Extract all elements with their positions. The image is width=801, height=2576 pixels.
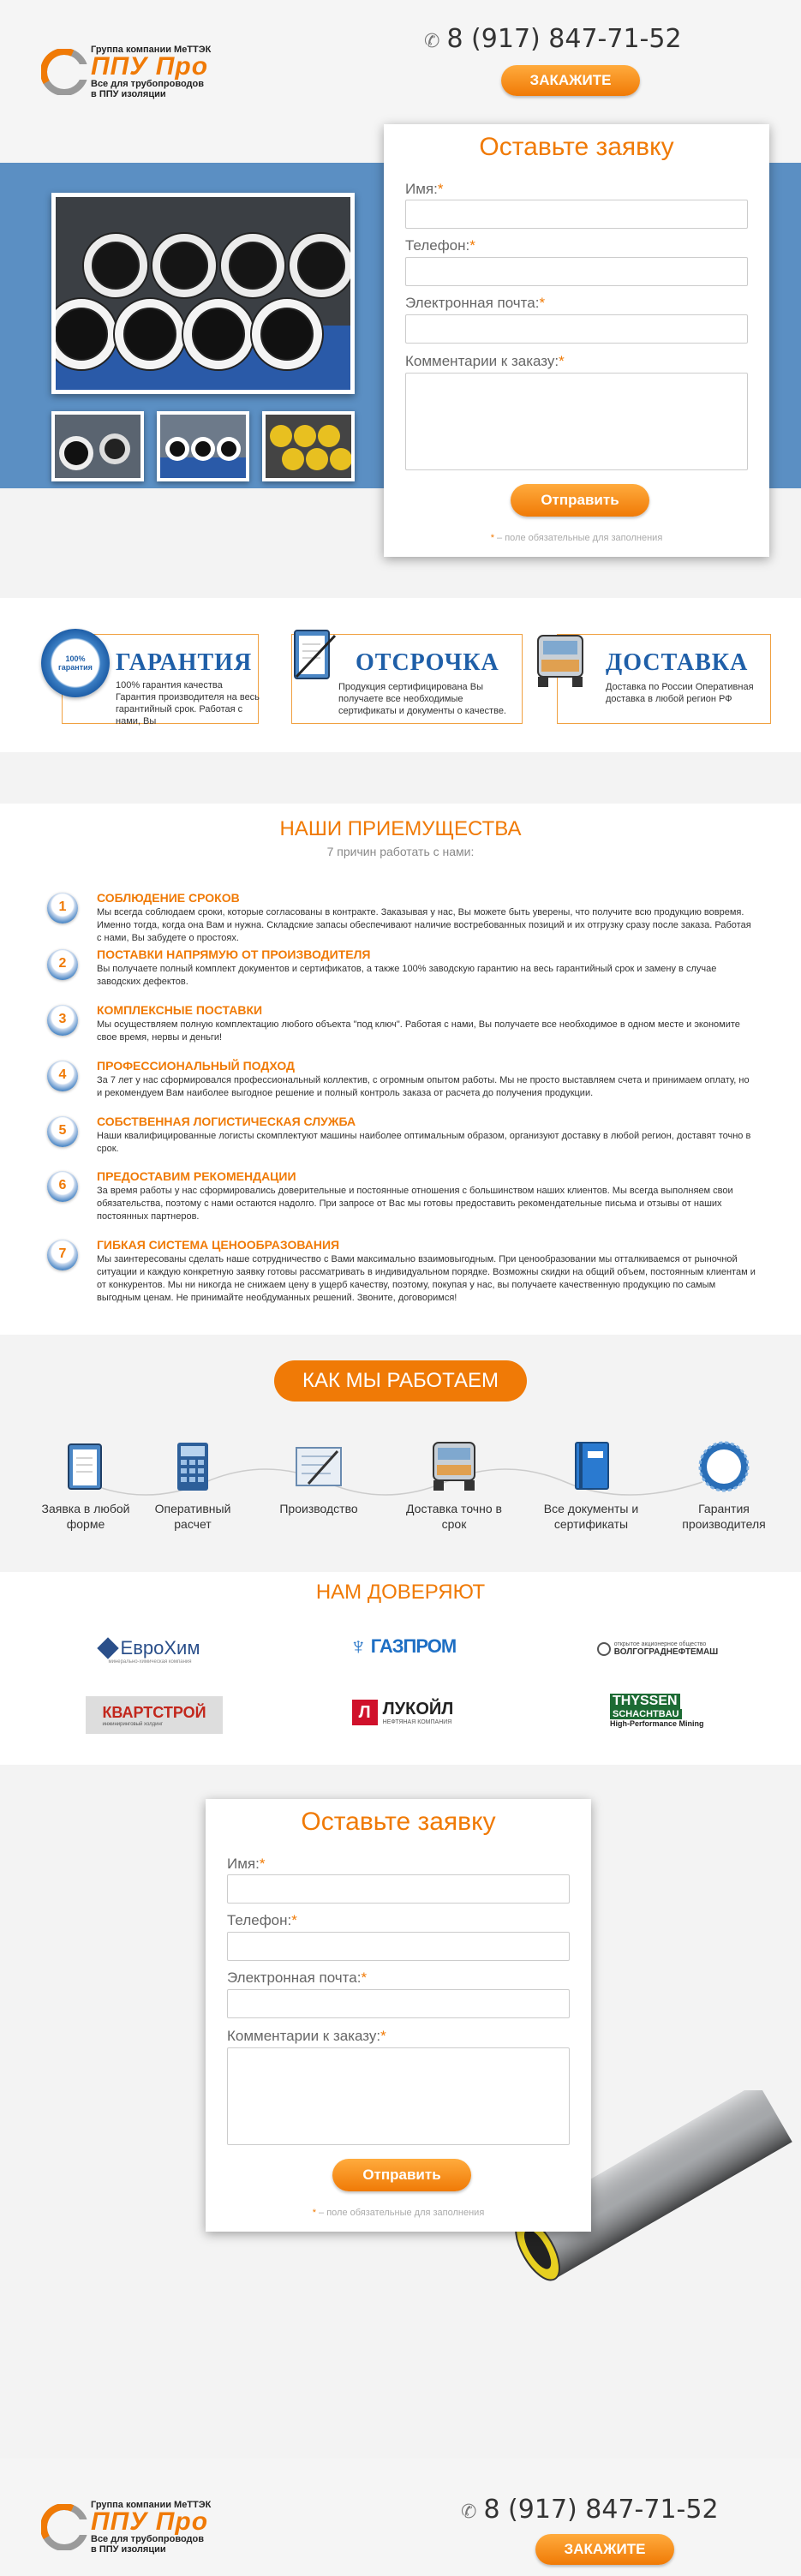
partner-sub: НЕФТЯНАЯ КОМПАНИЯ bbox=[382, 1719, 452, 1725]
form-top-comment-label: Комментарии к заказу:* bbox=[405, 353, 565, 369]
hero-thumb-3[interactable] bbox=[262, 411, 355, 481]
order-form-top bbox=[384, 124, 769, 557]
trust-title: НАМ ДОВЕРЯЮТ bbox=[315, 1581, 486, 1604]
partner-thyssen-logo[interactable] bbox=[610, 1692, 704, 1730]
form-top-note: * – поле обязательные для заполнения bbox=[490, 533, 663, 543]
phone-icon: ✆ bbox=[424, 31, 440, 52]
step-calculation bbox=[141, 1439, 244, 1532]
logo-mark-icon bbox=[41, 2504, 87, 2550]
logo-sub2: в ППУ изоляции bbox=[91, 2544, 166, 2555]
form-top-email-input[interactable] bbox=[405, 314, 748, 344]
clipboard-icon bbox=[58, 1439, 113, 1494]
form-top-submit-button[interactable]: Отправить bbox=[511, 484, 649, 517]
header-phone[interactable] bbox=[424, 24, 682, 54]
form-bottom-comment-textarea[interactable] bbox=[227, 2047, 570, 2145]
feature-delivery bbox=[557, 634, 771, 724]
advantage-text: За 7 лет у нас сформировался профессиональный коллектив, с огромным опытом работы. Мы не просто выставляем счета и принимаем оплату, но и рекомендуем Вам наиболее выгодное решение и полный контроль заказа от расчета до получения продукции. bbox=[97, 1075, 750, 1098]
form-top-name-label: Имя:* bbox=[405, 181, 444, 197]
advantage-title: ПРЕДОСТАВИМ РЕКОМЕНДАЦИИ bbox=[97, 1169, 296, 1183]
header-phone-number: 8 (917) 847-71-52 bbox=[446, 24, 682, 54]
logo-brand: ППУ Про bbox=[91, 2507, 209, 2536]
step-label: Все документы и сертификаты bbox=[543, 1502, 639, 1531]
partner-sub: инжиниринговый холдинг bbox=[102, 1721, 164, 1727]
hero-thumb-2[interactable] bbox=[157, 411, 249, 481]
footer-logo[interactable] bbox=[41, 2500, 211, 2555]
advantages-title: НАШИ ПРИЕМУЩЕСТВА bbox=[279, 817, 522, 840]
feature-delivery-title: ДОСТАВКА bbox=[606, 649, 749, 676]
logo-sub1: Все для трубопроводов bbox=[91, 79, 205, 89]
form-bottom-phone-label: Телефон:* bbox=[227, 1912, 297, 1928]
logo-brand: ППУ Про bbox=[91, 52, 209, 81]
advantage-number-badge: 2 bbox=[47, 949, 78, 980]
logo[interactable] bbox=[41, 45, 211, 99]
partner-name: ЕвроХим bbox=[120, 1637, 200, 1659]
truck-icon bbox=[533, 632, 588, 692]
form-bottom-title: Оставьте заявку bbox=[301, 1808, 496, 1836]
advantage-text: Мы всегда соблюдаем сроки, которые согласованы в контракте. Заказывая у нас, Вы можете быть уверены, что получите всю продукцию вовремя. Именно тогда, когда она Вам и нужна. Складские запасы обеспечивают наличие востребованных позиций и их отгрузку сразу после заказа. Работая с нами, Вы забудете о простоях. bbox=[97, 907, 751, 943]
feature-delivery-text: Доставка по России Оперативная доставка в любой регион РФ bbox=[606, 682, 754, 704]
step-label: Производство bbox=[279, 1502, 358, 1515]
lukoil-icon: Л bbox=[352, 1700, 378, 1725]
partner-sub: минерально-химическая компания bbox=[108, 1659, 192, 1665]
hero-thumb-1[interactable] bbox=[51, 411, 144, 481]
partner-gazprom-logo[interactable] bbox=[343, 1628, 463, 1665]
step-documents bbox=[540, 1439, 643, 1532]
volgograd-icon bbox=[597, 1642, 611, 1656]
partner-sub: открытое акционерное общество bbox=[613, 1641, 707, 1647]
advantage-number-badge: 7 bbox=[47, 1240, 78, 1270]
footer-order-button[interactable]: ЗАКАЖИТЕ bbox=[535, 2534, 674, 2565]
form-bottom-phone-input[interactable] bbox=[227, 1932, 570, 1961]
guarantee-badge-text: 100% гарантия bbox=[58, 654, 93, 672]
form-top-email-label: Электронная почта:* bbox=[405, 295, 546, 311]
form-top-comment-textarea[interactable] bbox=[405, 373, 748, 470]
form-bottom-comment-label: Комментарии к заказу:* bbox=[227, 2028, 386, 2044]
header-order-button[interactable]: ЗАКАЖИТЕ bbox=[501, 65, 640, 96]
feature-deferral-title: ОТСРОЧКА bbox=[356, 649, 499, 676]
form-bottom-submit-button[interactable]: Отправить bbox=[332, 2159, 471, 2191]
step-request bbox=[34, 1439, 137, 1532]
step-label: Заявка в любой форме bbox=[41, 1502, 130, 1531]
feature-guarantee-text: 100% гарантия качества Гарантия производителя на весь гарантийный срок. Работая с нами, Вы bbox=[116, 680, 260, 726]
advantage-number-badge: 5 bbox=[47, 1116, 78, 1147]
partner-name: THYSSEN bbox=[610, 1694, 680, 1709]
eurochem-diamond-icon bbox=[97, 1637, 118, 1659]
gazprom-flame-icon: ♆ bbox=[349, 1633, 368, 1659]
form-top-title: Оставьте заявку bbox=[479, 133, 674, 161]
feature-deferral-text: Продукция сертифицирована Вы получаете все необходимые сертификаты и документы о качестве. bbox=[338, 682, 506, 716]
advantage-text: Вы получаете полный комплект документов и сертификатов, а также 100% заводскую гарантию на весь гарантийный срок и замену в случае заводских дефектов. bbox=[97, 964, 717, 987]
form-bottom-email-label: Электронная почта:* bbox=[227, 1969, 368, 1986]
partner-sub: High-Performance Mining bbox=[610, 1719, 704, 1728]
advantage-number-badge: 4 bbox=[47, 1061, 78, 1091]
how-we-work-title: КАК МЫ РАБОТАЕМ bbox=[274, 1360, 527, 1402]
step-guarantee bbox=[672, 1439, 775, 1532]
clipboard-icon bbox=[288, 625, 339, 685]
badge-icon bbox=[696, 1439, 751, 1494]
folder-icon bbox=[564, 1439, 619, 1494]
advantage-text: Наши квалифицированные логисты скомплектуют машины наиболее оптимальным образом, организуют доставку в любой регион, доставят точно в срок. bbox=[97, 1131, 751, 1154]
advantage-title: СОБЛЮДЕНИЕ СРОКОВ bbox=[97, 891, 240, 905]
advantage-text: Мы осуществляем полную комплектацию любого объекта "под ключ". Работая с нами, Вы получаете все необходимое в одном месте и экономите свое время, нервы и деньги! bbox=[97, 1019, 740, 1043]
guarantee-badge-icon bbox=[41, 629, 110, 697]
blueprint-icon bbox=[291, 1439, 346, 1494]
advantage-number-badge: 1 bbox=[47, 893, 78, 923]
footer-phone[interactable] bbox=[461, 2495, 719, 2525]
advantage-title: ГИБКАЯ СИСТЕМА ЦЕНООБРАЗОВАНИЯ bbox=[97, 1238, 340, 1252]
form-bottom-name-label: Имя:* bbox=[227, 1856, 266, 1872]
logo-group: Группа компании МеТТЭК bbox=[91, 2500, 212, 2510]
order-form-bottom bbox=[206, 1799, 591, 2232]
partner-name: ГАЗПРОМ bbox=[370, 1635, 457, 1657]
step-label: Доставка точно в срок bbox=[406, 1502, 502, 1531]
partner-name: ЛУКОЙЛ bbox=[382, 1700, 454, 1718]
form-bottom-note: * – поле обязательные для заполнения bbox=[312, 2208, 485, 2218]
step-delivery bbox=[403, 1439, 505, 1532]
truck-icon bbox=[427, 1439, 481, 1494]
form-top-phone-label: Телефон:* bbox=[405, 237, 475, 254]
phone-icon: ✆ bbox=[461, 2501, 477, 2523]
partner-name: ВОЛГОГРАДНЕФТЕМАШ bbox=[613, 1647, 719, 1657]
partner-name-2: SCHACHTBAU bbox=[610, 1709, 682, 1719]
advantage-text: Мы заинтересованы сделать наше сотрудничество с Вами максимально взаимовыгодным. При ценообразовании мы отталкиваемся от рыночной ситуации и каждую конкретную заявку готовы рассматривать в индивидуальном порядке. Возможны скидки на общий объем, постоянным клиентам и от конкурентов. Мы ни никогда не снижаем цену в ущерб качеству, поэтому, покупая у нас, вы получаете качественную продукцию по самым выгодным ценам. Не принимайте необдуманных решений. Звоните, договоримся! bbox=[97, 1254, 756, 1303]
logo-sub1: Все для трубопроводов bbox=[91, 2534, 205, 2544]
footer-phone-number: 8 (917) 847-71-52 bbox=[483, 2495, 719, 2525]
form-bottom-name-input[interactable] bbox=[227, 1874, 570, 1904]
partner-eurochem-logo[interactable] bbox=[77, 1632, 223, 1670]
logo-mark-icon bbox=[41, 49, 87, 95]
step-production bbox=[267, 1439, 370, 1516]
advantage-number-badge: 3 bbox=[47, 1005, 78, 1036]
form-top-name-input[interactable] bbox=[405, 200, 748, 229]
advantage-text: За время работы у нас сформировались доверительные и постоянные отношения с большинством наших клиентов. Мы всегда выполняем свои обязательства, поэтому с нами остаются надолго. При запросе от Вас мы готовы предоставить рекомендательные письма и отзывы от наших постоянных партнеров. bbox=[97, 1186, 733, 1222]
feature-guarantee-title: ГАРАНТИЯ bbox=[116, 649, 253, 676]
advantage-title: КОМПЛЕКСНЫЕ ПОСТАВКИ bbox=[97, 1003, 263, 1017]
form-top-phone-input[interactable] bbox=[405, 257, 748, 286]
hero-pipes-image bbox=[51, 193, 355, 394]
partner-kvartstroy-logo[interactable] bbox=[86, 1696, 223, 1734]
partner-volgogradneftemash-logo[interactable] bbox=[578, 1630, 737, 1668]
calculator-icon bbox=[165, 1439, 220, 1494]
logo-group: Группа компании МеТТЭК bbox=[91, 45, 212, 55]
advantage-title: СОБСТВЕННАЯ ЛОГИСТИЧЕСКАЯ СЛУЖБА bbox=[97, 1115, 356, 1128]
advantage-number-badge: 6 bbox=[47, 1171, 78, 1202]
advantage-title: ПОСТАВКИ НАПРЯМУЮ ОТ ПРОИЗВОДИТЕЛЯ bbox=[97, 947, 371, 961]
advantages-subtitle: 7 причин работать с нами: bbox=[326, 845, 475, 858]
advantage-title: ПРОФЕССИОНАЛЬНЫЙ ПОДХОД bbox=[97, 1059, 296, 1073]
form-bottom-email-input[interactable] bbox=[227, 1989, 570, 2018]
step-label: Оперативный расчет bbox=[154, 1502, 231, 1531]
partner-name: КВАРТСТРОЙ bbox=[102, 1703, 206, 1721]
logo-sub2: в ППУ изоляции bbox=[91, 89, 166, 99]
step-label: Гарантия производителя bbox=[682, 1502, 766, 1531]
partner-lukoil-logo[interactable] bbox=[338, 1694, 467, 1731]
